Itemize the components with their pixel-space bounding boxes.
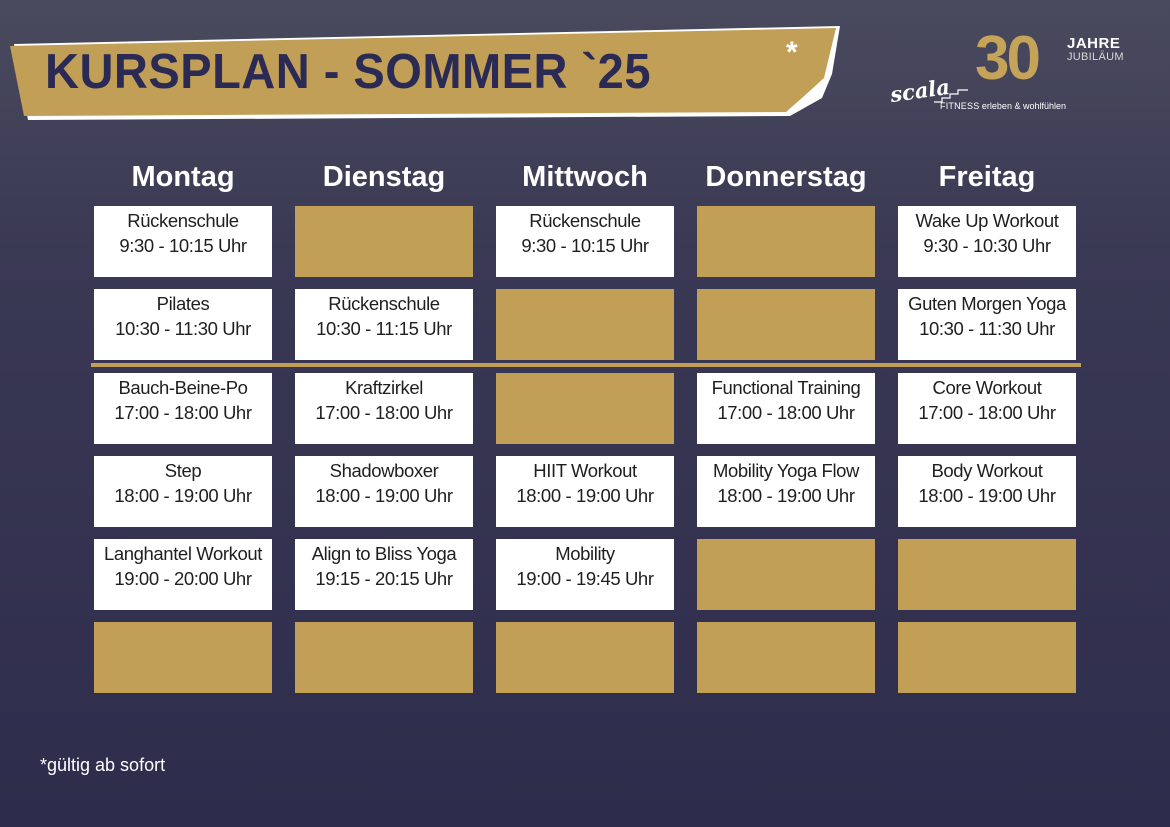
course-cell — [94, 373, 272, 444]
course-cell — [496, 206, 674, 277]
course-cell — [295, 539, 473, 610]
empty-slot — [898, 539, 1076, 610]
course-cell — [697, 373, 875, 444]
empty-slot — [496, 289, 674, 360]
course-name: Langhantel Workout — [103, 543, 263, 564]
logo-tagline-bold: FITNESS — [940, 101, 980, 111]
course-time: 10:30 - 11:15 Uhr — [316, 318, 452, 339]
course-time: 19:00 - 19:45 Uhr — [516, 568, 654, 589]
course-time: 18:00 - 19:00 Uhr — [717, 485, 855, 506]
course-name: Shadowboxer — [329, 460, 439, 481]
course-time: 17:00 - 18:00 Uhr — [315, 402, 453, 423]
course-cell — [898, 373, 1076, 444]
course-time: 18:00 - 19:00 Uhr — [114, 485, 252, 506]
course-time: 19:15 - 20:15 Uhr — [315, 568, 453, 589]
empty-slot — [697, 539, 875, 610]
course-cell — [94, 456, 272, 527]
course-cell — [898, 456, 1076, 527]
logo-jahre: JAHRE — [1067, 35, 1121, 52]
course-name: Guten Morgen Yoga — [908, 293, 1066, 314]
day-header-mittwoch: Mittwoch — [522, 161, 648, 193]
empty-slot — [295, 622, 473, 693]
empty-slot — [94, 622, 272, 693]
course-cell — [295, 373, 473, 444]
course-time: 10:30 - 11:30 Uhr — [919, 318, 1055, 339]
course-name: Align to Bliss Yoga — [311, 543, 457, 564]
day-header-freitag: Freitag — [938, 161, 1036, 193]
course-cell — [496, 456, 674, 527]
course-name: Mobility — [555, 543, 615, 564]
midday-divider — [91, 363, 1081, 367]
title-asterisk: * — [786, 36, 798, 69]
course-name: Rückenschule — [328, 293, 440, 314]
title-banner — [10, 24, 845, 120]
course-name: Mobility Yoga Flow — [712, 460, 860, 481]
course-cell — [295, 456, 473, 527]
logo-tagline — [940, 101, 1066, 111]
course-cell — [94, 289, 272, 360]
course-time: 17:00 - 18:00 Uhr — [114, 402, 252, 423]
empty-slot — [898, 622, 1076, 693]
course-name: Bauch-Beine-Po — [118, 377, 248, 398]
course-name: Step — [164, 460, 202, 481]
course-cell — [898, 289, 1076, 360]
day-header-dienstag: Dienstag — [322, 161, 446, 193]
course-time: 18:00 - 19:00 Uhr — [918, 485, 1056, 506]
course-name: Core Workout — [932, 377, 1042, 398]
logo-anniversary-number: 30 — [975, 24, 1038, 93]
course-time: 9:30 - 10:15 Uhr — [521, 235, 649, 256]
day-header-donnerstag: Donnerstag — [705, 161, 867, 193]
logo-jubilaeum: JUBILÄUM — [1067, 51, 1124, 63]
course-cell — [94, 539, 272, 610]
course-time: 17:00 - 18:00 Uhr — [717, 402, 855, 423]
empty-slot — [496, 622, 674, 693]
logo-brand-name: scala — [888, 73, 952, 108]
course-name: Rückenschule — [529, 210, 641, 231]
course-time: 9:30 - 10:15 Uhr — [119, 235, 247, 256]
course-cell — [496, 539, 674, 610]
scala-anniversary-logo — [870, 24, 1140, 120]
course-name: Rückenschule — [127, 210, 239, 231]
course-time: 17:00 - 18:00 Uhr — [918, 402, 1056, 423]
empty-slot — [697, 289, 875, 360]
course-name: Body Workout — [931, 460, 1043, 481]
course-name: Functional Training — [711, 377, 861, 398]
course-time: 10:30 - 11:30 Uhr — [115, 318, 251, 339]
footnote: *gültig ab sofort — [40, 755, 166, 775]
course-name: Kraftzirkel — [345, 377, 423, 398]
course-name: Pilates — [156, 293, 210, 314]
course-cell — [94, 206, 272, 277]
course-name: Wake Up Workout — [915, 210, 1059, 231]
course-name: HIIT Workout — [533, 460, 637, 481]
course-cell — [295, 289, 473, 360]
course-time: 18:00 - 19:00 Uhr — [315, 485, 453, 506]
logo-tagline-text: erleben & wohlfühlen — [981, 101, 1066, 111]
course-time: 9:30 - 10:30 Uhr — [923, 235, 1051, 256]
empty-slot — [697, 206, 875, 277]
page-title: KURSPLAN - SOMMER `25 — [45, 45, 651, 99]
course-time: 18:00 - 19:00 Uhr — [516, 485, 654, 506]
course-cell — [898, 206, 1076, 277]
course-cell — [697, 456, 875, 527]
empty-slot — [697, 622, 875, 693]
empty-slot — [295, 206, 473, 277]
day-header-montag: Montag — [131, 161, 235, 193]
empty-slot — [496, 373, 674, 444]
course-time: 19:00 - 20:00 Uhr — [114, 568, 252, 589]
